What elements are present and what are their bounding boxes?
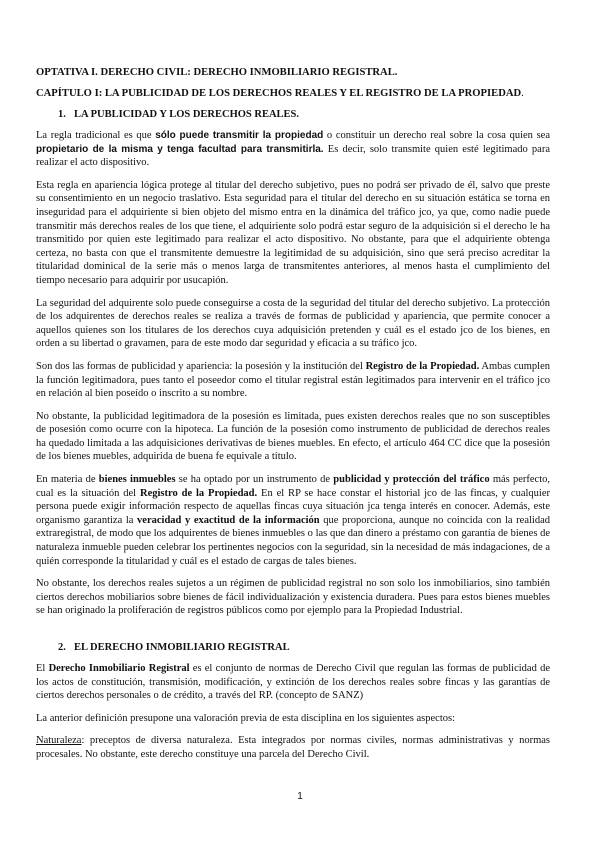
bold-run: sólo puede transmitir la propiedad [155,130,324,141]
text-run: En materia de [36,474,99,486]
section-spacer [36,627,550,641]
section-1-paragraph-5: No obstante, la publicidad legitimadora de la posesión es limitada, pues existen derechos reales que no son susceptibles de posesión como ocurre con la hipoteca. La función de la posesión como instrumento de publicidad de derechos reales ha quedado limitada a las adquisiciones derivativas de bienes muebles. En efecto, el artículo 464 CC dice que la posesión de los bienes muebles, adquirida de buena fe equivale a título. [36,410,550,463]
text-run: Son dos las formas de publicidad y apariencia: la posesión y la institución del [36,360,366,372]
underlined-term: Naturaleza [36,735,82,747]
bold-run: Registro de la Propiedad. [140,487,258,499]
text-run: que proporciona, aunque no coincida con la realidad extraregistral, de modo que los adquirentes de bienes inmuebles o las que dan dinero a préstamo con garantía de bienes de naturaleza inmueble pueden celebrar los pertinentes negocios con la seguridad, sin la necesidad de más indagaciones, de a quién corresponde la titularidad y cuál es el estado de cargas de tales bienes. [36,514,550,567]
document-title: OPTATIVA I. DERECHO CIVIL: DERECHO INMOBILIARIO REGISTRAL. [36,67,398,78]
section-1-paragraph-4 [36,360,550,401]
bold-run: publicidad y protección del tráfico [333,474,490,486]
section-2-number: 2. [58,642,66,653]
section-1-paragraph-1 [36,129,550,170]
text-run: La regla tradicional es que [36,130,156,141]
chapter-title [36,87,550,101]
section-2-title: EL DERECHO INMOBILIARIO REGISTRAL [74,642,290,653]
section-1-paragraph-6 [36,473,550,568]
text-run: El [36,663,49,674]
text-run: : preceptos de diversa naturaleza. Esta integrados por normas civiles, normas administrativas y normas procesales. No obstante, este derecho constituye una parcela del Derecho Civil. [36,735,550,760]
section-2-paragraph-1 [36,662,550,703]
section-1-paragraph-7: No obstante, los derechos reales sujetos a un régimen de publicidad registral no son solo los inmobiliarios, sino también ciertos derechos mobiliarios sobre bienes de fácil individualización y existencia duradera. Pues para estos bienes muebles se han originado la proliferación de registros públicos como por ejemplo para la Propiedad Industrial. [36,578,550,617]
bold-run: Registro de la Propiedad. [365,360,480,372]
bold-run: Derecho Inmobiliario Registral [48,663,190,674]
text-run: Ambas cumplen la función legitimadora, pues tanto el poseedor como el titular registral están legitimados para intervenir en el tráfico jco en relación al bien poseído o inscrito a su nombre. [36,360,550,400]
text-run: es el conjunto de normas de Derecho Civil que regulan las formas de publicidad de los actos de constitución, transmisión, modificación, y extinción de los derechos reales sobre fincas y las garantías de ciertos derechos personales o de crédito, a través del RP. (concepto de SANZ) [36,663,550,702]
section-2-paragraph-2: La anterior definición presupone una valoración previa de esta disciplina en los siguientes aspectos: [36,712,455,724]
section-1-paragraph-3: La seguridad del adquirente solo puede conseguirse a costa de la seguridad del titular del derecho subjetivo. La protección de los adquirentes de derechos reales se realiza a través de formas de publicidad y apariencia, que permite conocer a aquellos quienes son los titulares de los derechos cuya adquisición pretenden y cuál es el estado jco de los bienes, en orden a su libertad o gravamen, para de este modo dar seguridad y eficacia a su tráfico jco. [36,297,550,350]
chapter-title-text: CAPÍTULO I: LA PUBLICIDAD DE LOS DERECHOS REALES Y EL REGISTRO DE LA PROPIEDAD [36,88,522,99]
text-run: se ha optado por un instrumento de [175,474,334,486]
section-1-heading [36,108,550,122]
text-run: En el RP se hace constar el historial jco de las fincas, y cualquier persona puede exigir información respecto de aquellas fincas cuya situación jca tenga interés en conocer. Además, este organismo garantiza la [36,487,550,526]
section-2-paragraph-3 [36,734,550,761]
text-run: más perfecto, cual es la situación del [36,474,550,499]
chapter-title-period: . [521,88,524,99]
section-2-heading [36,641,550,655]
bold-run: propietario de la misma y tenga facultad para transmitirla. [36,143,324,155]
section-1-paragraph-2: Esta regla en apariencia lógica protege al titular del derecho subjetivo, pues no podrá ser privado de él, salvo que preste su consentimiento en un negocio traslativo. Esta seguridad para el titular del derecho en su situación estática se torna en inseguridad para el adquiriente si bien objeto del mismo entra en la dinámica del tráfico jco, ya que, como nadie puede transmitir más derechos reales de los que tiene, el adquiriente solo podrá estar seguro de la adquisición si el derecho le ha transmitido por quien este legitimado para realizar el acto dispositivo. No obstante, para que el adquiriente obtenga certeza, no basta con que el transmitente demuestre la legitimidad de su adquisición, sino que será preciso acreditar la titularidad dominical de la serie más o menos larga de transmitentes anteriores, al menos hasta el cumplimiento del tiempo necesario para adquirir por usucapión. [36,179,550,286]
bold-run: veracidad y exactitud de la información [137,514,320,526]
page-number: 1 [297,791,303,802]
bold-run: bienes inmuebles [98,474,176,486]
text-run: Es decir, solo transmite quien esté legitimado para realizar el acto dispositivo. [36,143,550,169]
section-1-number: 1. [58,109,66,120]
text-run: o constituir un derecho real sobre la cosa quien sea [323,130,550,141]
section-1-title: LA PUBLICIDAD Y LOS DERECHOS REALES. [74,109,300,120]
